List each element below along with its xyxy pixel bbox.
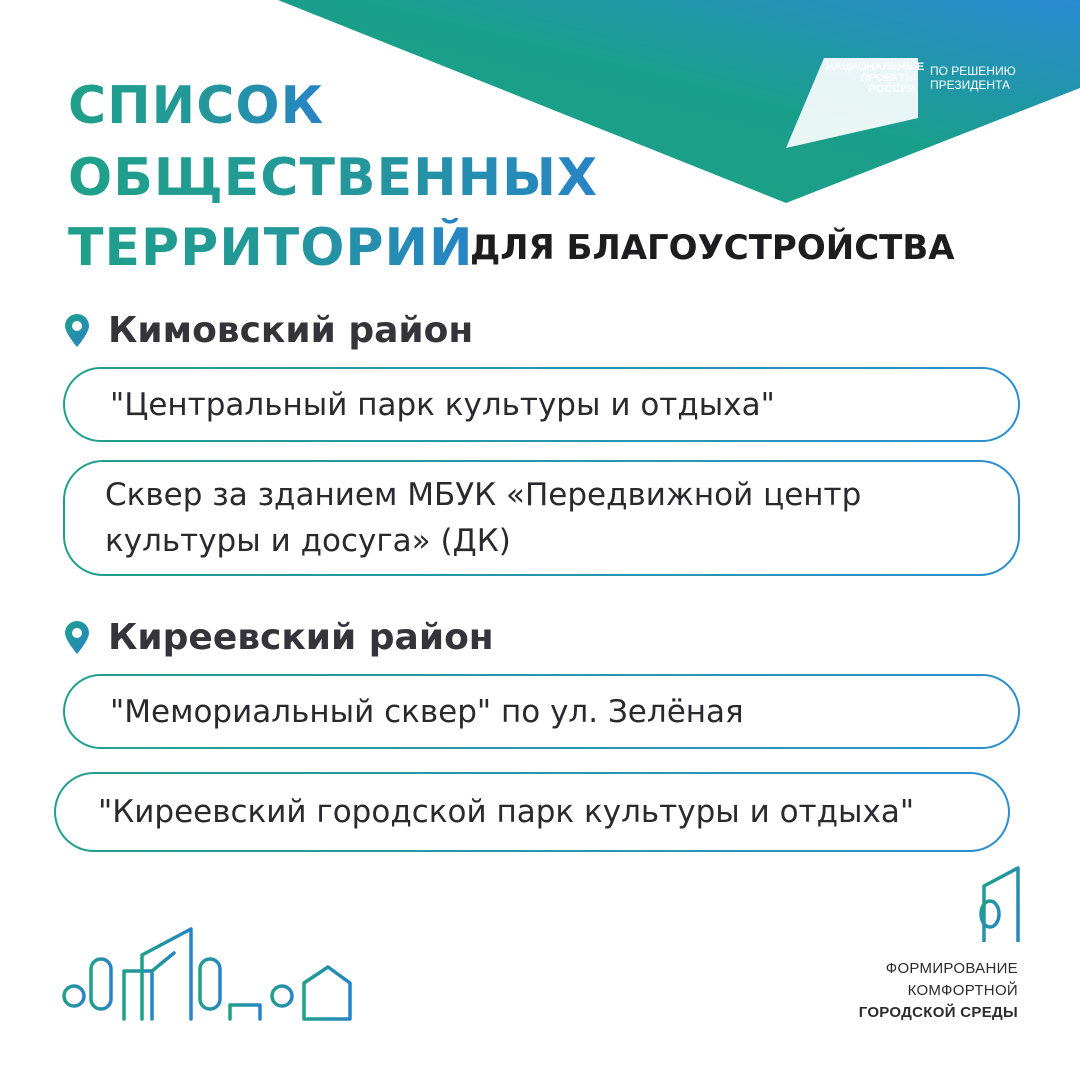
district-heading-kimovsky — [64, 309, 473, 353]
district-name: Кимовский район — [108, 310, 474, 351]
territory-name: "Мемориальный сквер" по ул. Зелёная — [110, 693, 744, 730]
territory-name: "Киреевский городской парк культуры и отдыха" — [98, 794, 915, 830]
page-title-line-2: ОБЩЕСТВЕННЫХ — [68, 148, 599, 208]
territory-item — [54, 772, 1010, 852]
comfortable-environment-logo-icon — [974, 866, 1022, 948]
district-heading-kireevsky — [64, 616, 494, 660]
location-pin-icon — [64, 314, 90, 348]
territory-item — [63, 367, 1020, 442]
territory-name: Сквер за зданием МБУК «Передвижной центр культуры и досуга» (ДК) — [105, 477, 862, 559]
page-title-line-1: СПИСОК — [68, 76, 325, 136]
territory-item — [63, 674, 1020, 749]
page-title-line-3: ТЕРРИТОРИЙ — [68, 218, 474, 278]
page-title-suffix: ДЛЯ БЛАГОУСТРОЙСТВА — [470, 228, 955, 268]
comfortable-environment-logo-text: ФОРМИРОВАНИЕ КОМФОРТНОЙ ГОРОДСКОЙ СРЕДЫ — [858, 960, 1018, 1021]
president-decision-text: ПО РЕШЕНИЮ ПРЕЗИДЕНТА — [930, 64, 1016, 92]
district-name: Киреевский район — [108, 617, 494, 658]
city-illustration-icon — [58, 925, 358, 1025]
territory-name: "Центральный парк культуры и отдыха" — [110, 386, 775, 423]
national-projects-logo-text: НАЦИОНАЛЬНЫЕ ПРОЕКТЫ РОССИИ — [826, 61, 925, 95]
territory-item — [63, 460, 1020, 576]
location-pin-icon — [64, 621, 90, 655]
